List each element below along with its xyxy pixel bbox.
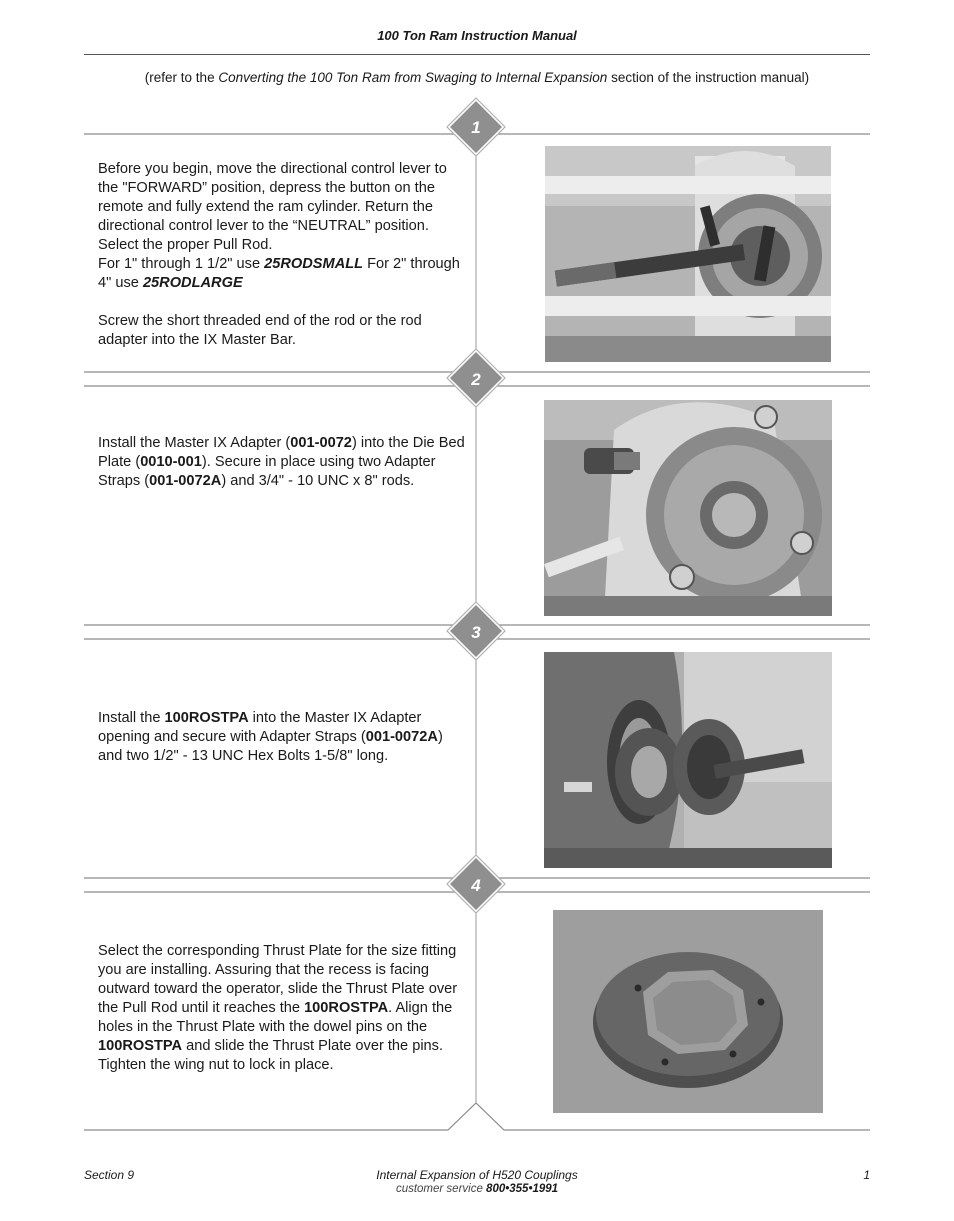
step-1-text-a: Before you begin, move the directional control lever to the "FORWARD” position, depress the button on the remote and fully extend the ram cylinder. Return the directional control lever to the “NEUTRAL” position. Select the proper Pull Rod. bbox=[98, 161, 447, 253]
step-4-number: 4 bbox=[471, 876, 481, 895]
step-3-photo bbox=[544, 652, 832, 868]
intro-prefix: (refer to the bbox=[144, 70, 219, 85]
part-number-100rostpa: 100ROSTPA bbox=[98, 1038, 183, 1054]
step-4-text-a: Select the corresponding Thrust Plate for the size fitting you are installing. Assuring that the recess is facing outward toward the operator, slide the Thrust Plate over the Pull Rod until it reaches the bbox=[98, 943, 458, 1016]
step-4-photo bbox=[553, 910, 823, 1113]
step-1-text-b: For 1" through 1 1/2" use bbox=[98, 256, 265, 272]
part-number-100rostpa: 100ROSTPA bbox=[304, 1000, 389, 1016]
step-4-instructions bbox=[98, 942, 466, 1075]
step-1-instructions bbox=[98, 160, 466, 350]
intro-suffix: section of the instruction manual) bbox=[607, 70, 810, 85]
step-2-photo bbox=[544, 400, 832, 616]
master-ix-adapter-image bbox=[544, 400, 832, 616]
step-2-text-b: ) into the Die Bed Plate ( bbox=[98, 435, 465, 470]
step-3-number: 3 bbox=[471, 623, 481, 642]
step-3-paragraph bbox=[98, 709, 466, 766]
step-3-text-b: into the Master IX Adapter opening and secure with Adapter Straps ( bbox=[98, 710, 422, 745]
part-number-001-0072a: 001-0072A bbox=[365, 729, 438, 745]
step-2-number: 2 bbox=[471, 370, 481, 389]
step-3-text-a: Install the bbox=[98, 710, 165, 726]
footer-customer-service bbox=[0, 1183, 954, 1195]
part-number-001-0072a: 001-0072A bbox=[149, 473, 222, 489]
step-2-text-c: ). Secure in place using two Adapter Straps ( bbox=[98, 454, 436, 489]
step-4-number-badge bbox=[447, 855, 505, 913]
step-3-instructions bbox=[98, 709, 466, 766]
page-number: 1 bbox=[863, 1168, 870, 1182]
step-1-photo bbox=[545, 146, 831, 362]
part-number-0010-001: 0010-001 bbox=[140, 454, 202, 470]
step-2-instructions bbox=[98, 434, 466, 491]
step-1-number-badge bbox=[447, 98, 505, 156]
ram-frame-with-pull-rod-image bbox=[545, 146, 831, 362]
footer-section: Section 9 bbox=[84, 1168, 135, 1182]
step-4-text-b: . Align the holes in the Thrust Plate with the dowel pins on the bbox=[98, 1000, 453, 1035]
step-3-text-c: ) and two 1/2" - 13 UNC Hex Bolts 1-5/8" long. bbox=[98, 729, 443, 764]
step-1-paragraph-1 bbox=[98, 160, 466, 293]
part-number-100rostpa: 100ROSTPA bbox=[164, 710, 249, 726]
step-4-text-c: and slide the Thrust Plate over the pins. Tighten the wing nut to lock in place. bbox=[98, 1038, 444, 1073]
step-2-paragraph bbox=[98, 434, 466, 491]
footer-document-title: Internal Expansion of H520 Couplings bbox=[376, 1168, 578, 1182]
intro-section-title: Converting the 100 Ton Ram from Swaging to Internal Expansion bbox=[218, 70, 608, 85]
customer-service-label: customer service bbox=[395, 1183, 487, 1195]
part-number-25rodlarge: 25RODLARGE bbox=[142, 275, 243, 291]
manual-title: 100 Ton Ram Instruction Manual bbox=[377, 28, 577, 43]
step-2-number-badge bbox=[447, 349, 505, 407]
step-1-number: 1 bbox=[471, 118, 481, 137]
step-1-paragraph-2: Screw the short threaded end of the rod or the rod adapter into the IX Master Bar. bbox=[98, 313, 422, 348]
customer-service-phone: 800•355•1991 bbox=[486, 1183, 559, 1195]
part-number-25rodsmall: 25RODSMALL bbox=[264, 256, 364, 272]
step-1-text-c: For 2" through 4" use bbox=[98, 256, 460, 291]
step-3-number-badge bbox=[447, 602, 505, 660]
step-2-text-a: Install the Master IX Adapter ( bbox=[98, 435, 291, 451]
part-number-001-0072: 001-0072 bbox=[290, 435, 352, 451]
thrust-plate-image bbox=[553, 910, 823, 1113]
step-4-paragraph bbox=[98, 942, 466, 1075]
100rostpa-installed-image bbox=[544, 652, 832, 868]
step-2-text-d: ) and 3/4" - 10 UNC x 8" rods. bbox=[221, 473, 415, 489]
